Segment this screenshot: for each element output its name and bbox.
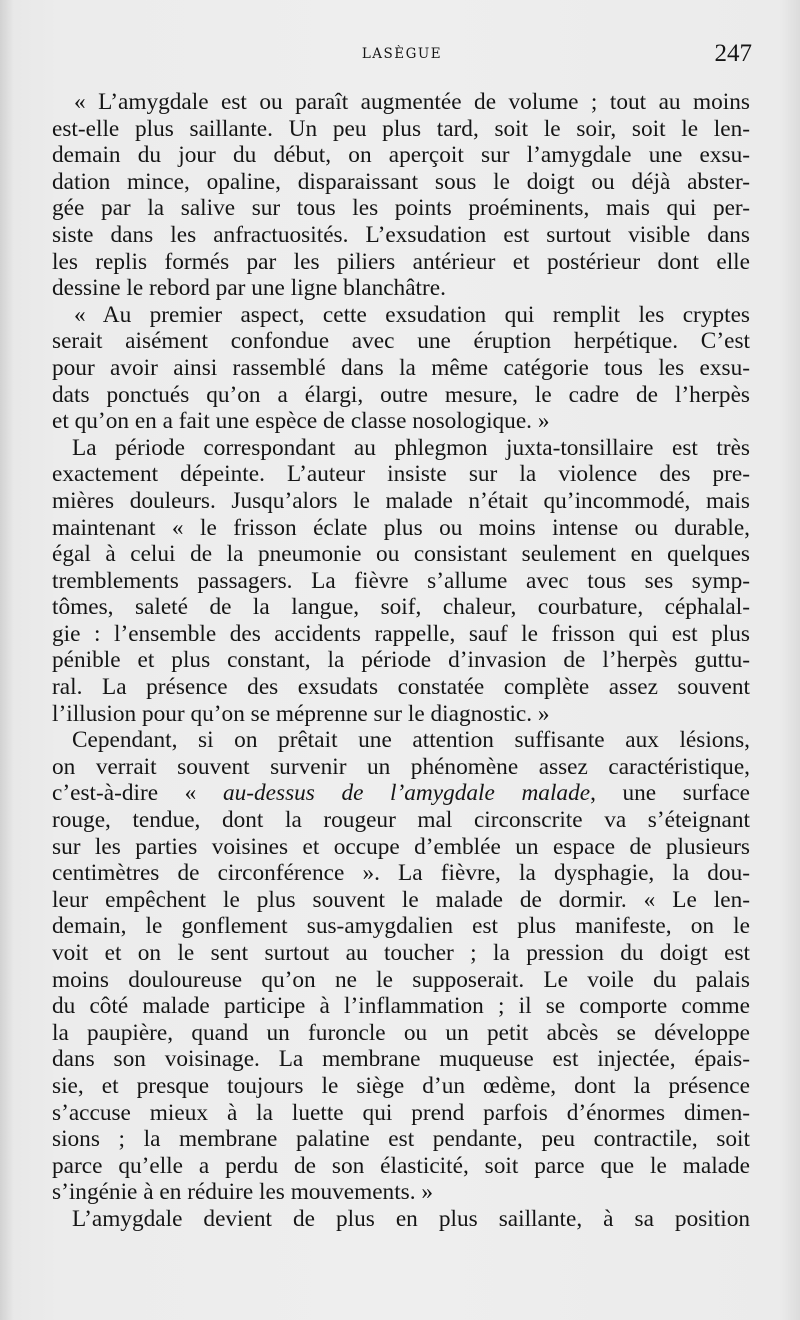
text-line: dats ponctués qu’on a élargi, outre mesure, le cadre de l’herpès [52,381,750,408]
text-line: parce qu’elle a perdu de son élasticité, soit parce que le malade [52,1152,750,1179]
text-line: gie : l’ensemble des accidents rappelle, sauf le frisson qui est plus [52,620,750,647]
text-line: La période correspondant au phlegmon juxta-tonsillaire est très [72,434,750,461]
text-line: s’ingénie à en réduire les mouvements. » [52,1179,434,1206]
running-head: LASÈGUE [361,46,443,62]
text-line-mixed [52,780,750,807]
text-line: gée par la salive sur tous les points proéminents, mais qui per- [52,195,750,222]
text-line: L’amygdale devient de plus en plus saillante, à sa position [72,1205,750,1232]
text-line: est-elle plus saillante. Un peu plus tard, soit le soir, soit le len- [52,115,750,142]
text-line: demain du jour du début, on aperçoit sur l’amygdale une exsu- [52,142,750,169]
text-line: pour avoir ainsi rassemblé dans la même catégorie tous les exsu- [52,354,750,381]
text-line: moins douloureuse qu’on ne le supposerait. Le voile du palais [52,966,750,993]
text-line: pénible et plus constant, la période d’invasion de l’herpès guttu- [52,647,750,674]
text-line: siste dans les anfractuosités. L’exsudation est surtout visible dans [52,221,750,248]
text-line: tremblements passagers. La fièvre s’allume avec tous ses symp- [52,567,750,594]
text-line: on verrait souvent survenir un phénomène assez caractéristique, [52,753,750,780]
text-line: leur empêchent le plus souvent le malade de dormir. « Le len- [52,886,750,913]
page-header [52,42,752,72]
text-line: centimètres de circonférence ». La fièvre, la dysphagie, la dou- [52,860,750,887]
text-line: dation mince, opaline, disparaissant sous le doigt ou déjà abster- [52,168,750,195]
text-line: mières douleurs. Jusqu’alors le malade n’était qu’incommodé, mais [52,487,750,514]
text-line: l’illusion pour qu’on se méprenne sur le diagnostic. » [52,700,550,727]
text-line: « Au premier aspect, cette exsudation qui remplit les cryptes [74,301,750,328]
text-line: exactement dépeinte. L’auteur insiste sur la violence des pre- [52,461,750,488]
text-line: voit et on le sent surtout au toucher ; la pression du doigt est [52,940,750,966]
body-text [52,89,750,1233]
text-line: les replis formés par les piliers antérieur et postérieur dont elle [52,248,750,275]
text-line: et qu’on en a fait une espèce de classe nosologique. » [52,408,550,435]
text-line: dans son voisinage. La membrane muqueuse est injectée, épais- [52,1046,750,1073]
text-line: sur les parties voisines et occupe d’emblée un espace de plusieurs [52,833,750,860]
text-line: « L’amygdale est ou paraît augmentée de volume ; tout au moins [74,89,750,115]
text-line: maintenant « le frisson éclate plus ou moins intense ou durable, [52,514,750,541]
text-line: rouge, tendue, dont la rougeur mal circonscrite va s’éteignant [52,807,750,834]
page-number: 247 [714,40,752,67]
text-span: , une surface [590,780,750,807]
text-line: sie, et presque toujours le siège d’un œdème, dont la présence [52,1072,750,1099]
text-line: demain, le gonflement sus-amygdalien est plus manifeste, on le [52,913,750,940]
text-line: s’accuse mieux à la luette qui prend parfois d’énormes dimen- [52,1099,750,1126]
text-line: égal à celui de la pneumonie ou consistant seulement en quelques [52,541,750,568]
text-span: c’est-à-dire « [52,780,197,807]
text-line: du côté malade participe à l’inflammation ; il se comporte comme [52,993,750,1020]
text-line: la paupière, quand un furoncle ou un petit abcès se développe [52,1019,750,1046]
text-line: ral. La présence des exsudats constatée complète assez souvent [52,674,750,701]
text-line: serait aisément confondue avec une éruption herpétique. C’est [52,328,750,355]
text-line: sions ; la membrane palatine est pendante, peu contractile, soit [52,1126,750,1153]
text-line: Cependant, si on prêtait une attention suffisante aux lésions, [72,727,750,754]
text-line: tômes, saleté de la langue, soif, chaleur, courbature, céphalal- [52,594,750,621]
italic-text: au-dessus de l’amygdale malade [222,780,591,807]
text-line: dessine le rebord par une ligne blanchâtre. [52,275,446,302]
